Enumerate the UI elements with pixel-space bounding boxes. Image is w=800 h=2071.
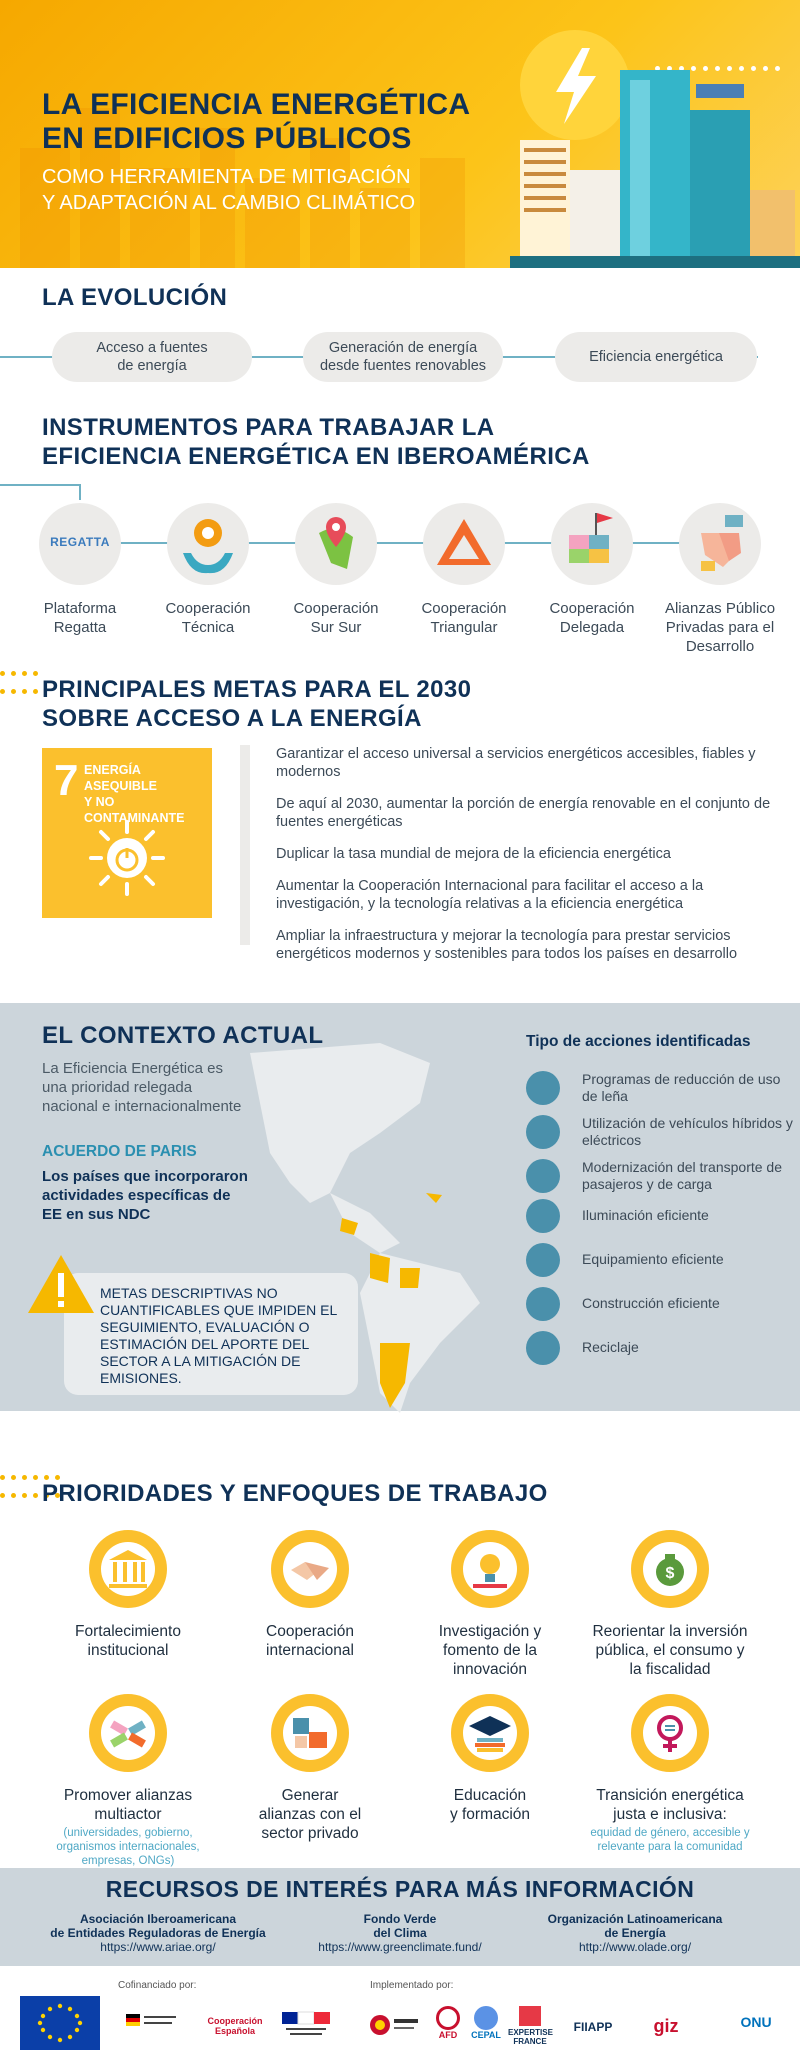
sun-power-icon [87, 818, 167, 898]
resource-link[interactable]: https://www.greenclimate.fund/ [318, 1940, 482, 1954]
cepal-logo: CEPAL [466, 2006, 506, 2040]
goal-item: Ampliar la infraestructura y mejorar la tecnología para prestar servicios energéticos modernos y sostenibles para todos los países en desarrollo [276, 928, 738, 962]
hero-banner [0, 0, 800, 268]
resources-title: RECURSOS DE INTERÉS PARA MÁS INFORMACIÓN [105, 1876, 695, 1902]
goal-item: Aumentar la Cooperación Internacional para facilitar el acceso a la investigación, y la tecnología relativas a la eficiencia energética [276, 878, 704, 912]
spanish-cooperation-logo: Cooperación Española [207, 2016, 263, 2036]
fiiapp-logo: FIIAPP [573, 2020, 613, 2034]
instrument-regatta: REGATTA Plataforma Regatta [20, 503, 140, 637]
priority-item: $ Reorientar la inversión pública, el consumo y la fiscalidad [580, 1530, 760, 1679]
action-item: Construcción eficiente [526, 1285, 796, 1325]
gear-hands-icon [167, 503, 249, 585]
actions-title: Tipo de acciones identificadas [526, 1033, 751, 1050]
instrument-triangular: Cooperación Triangular [404, 503, 524, 637]
lightbulb-icon [526, 1199, 560, 1233]
hands-alliance-icon [101, 1706, 155, 1760]
german-cooperation-logo [126, 2010, 178, 2040]
evolution-step-access: Acceso a fuentes de energía [52, 332, 252, 382]
lightbulb-icon [463, 1542, 517, 1596]
afd-logo: AFD [430, 2006, 466, 2040]
puzzle-icon [283, 1706, 337, 1760]
paris-agreement-text: Los países que incorporaron actividades específicas de EE en sus NDC [42, 1168, 248, 1223]
resource-olade: Organización Latinoamericana de Energía http://www.olade.org/ [505, 1912, 765, 1954]
regatta-logo: REGATTA [39, 503, 121, 585]
instrument-delegated: Cooperación Delegada [532, 503, 652, 637]
decorative-dots [0, 663, 44, 699]
priority-item: Transición energética justa e inclusiva: equidad de género, accesible y relevante para la comunidad [580, 1694, 760, 1854]
sdg-7-badge: 7 ENERGÍA ASEQUIBLE Y NO CONTAMINANTE [42, 748, 212, 918]
resource-green-climate-fund: Fondo Verde del Clima https://www.greenclimate.fund/ [270, 1912, 530, 1954]
building-icon [526, 1287, 560, 1321]
svg-text:$: $ [665, 1565, 675, 1582]
handshake-icon [679, 503, 761, 585]
context-intro: La Eficiencia Energética es una prioridad relegada nacional e internacionalmente [42, 1060, 242, 1115]
gender-equality-icon [643, 1706, 697, 1760]
evolution-title: LA EVOLUCIÓN [42, 284, 228, 311]
instrument-technical-cooperation: Cooperación Técnica [148, 503, 268, 637]
instruments-title: INSTRUMENTOS PARA TRABAJAR LA EFICIENCIA ENERGÉTICA EN IBEROAMÉRICA [42, 414, 590, 470]
institution-icon [101, 1542, 155, 1596]
goals-title: PRINCIPALES METAS PARA EL 2030 SOBRE ACCESO A LA ENERGÍA [42, 676, 472, 732]
un-environment-logo: ONU [740, 2014, 772, 2030]
giz-logo: giz [653, 2016, 679, 2036]
hero-subtitle: COMO HERRAMIENTA DE MITIGACIÓN Y ADAPTACIÓN AL CAMBIO CLIMÁTICO [42, 166, 416, 214]
goal-item: De aquí al 2030, aumentar la porción de energía renovable en el conjunto de fuentes energéticas [276, 796, 771, 830]
french-republic-logo [282, 2010, 332, 2040]
resource-link[interactable]: https://www.ariae.org/ [100, 1940, 216, 1954]
goal-item: Duplicar la tasa mundial de mejora de la eficiencia energética [276, 846, 671, 862]
instrument-south-south: Cooperación Sur Sur [276, 503, 396, 637]
instrument-public-private-alliances: Alianzas Público Privadas para el Desarrollo [660, 503, 780, 656]
resource-link[interactable]: http://www.olade.org/ [578, 1940, 692, 1954]
aecid-logo [368, 2010, 420, 2040]
paris-agreement-label: ACUERDO DE PARIS [42, 1143, 197, 1160]
triangle-icon [423, 503, 505, 585]
firewood-icon [526, 1071, 560, 1105]
resource-ariae: Asociación Iberoamericana de Entidades Reguladoras de Energía https://www.ariae.org/ [28, 1912, 288, 1954]
priority-item: Generar alianzas con el sector privado [220, 1694, 400, 1843]
money-bag-icon [643, 1542, 697, 1596]
tools-icon [526, 1243, 560, 1277]
cofinanced-label: Cofinanciado por: [118, 1980, 197, 1991]
warning-icon [26, 1253, 96, 1315]
priorities-title: PRIORIDADES Y ENFOQUES DE TRABAJO [42, 1480, 548, 1507]
action-item: Equipamiento eficiente [526, 1241, 796, 1281]
action-item: Modernización del transporte de pasajeros y de carga [526, 1157, 796, 1197]
resources-section [0, 1868, 800, 1966]
warning-box: METAS DESCRIPTIVAS NO CUANTIFICABLES QUE IMPIDEN EL SEGUIMIENTO, EVALUACIÓN O ESTIMACIÓN DEL APORTE DEL SECTOR A LA MITIGACIÓN DE EMISIONES. [64, 1273, 358, 1395]
footer [0, 1966, 800, 2071]
hero-title: LA EFICIENCIA ENERGÉTICA EN EDIFICIOS PÚBLICOS [42, 88, 471, 155]
handshake-icon [283, 1542, 337, 1596]
eu-flag-logo [20, 1996, 100, 2050]
bus-icon [526, 1159, 560, 1193]
action-item: Iluminación eficiente [526, 1197, 796, 1237]
priority-item: Promover alianzas multiactor (universidades, gobierno, organismos internacionales, empresas, ONGs) [38, 1694, 218, 1868]
evolution-step-efficiency: Eficiencia energética [555, 332, 757, 382]
buildings-illustration [510, 70, 800, 268]
implemented-label: Implementado por: [370, 1980, 454, 1991]
evolution-step-generation: Generación de energía desde fuentes renovables [303, 332, 503, 382]
electric-car-icon [526, 1115, 560, 1149]
expertise-france-logo: EXPERTISE FRANCE [508, 2006, 552, 2046]
action-item: Reciclaje [526, 1329, 796, 1369]
priority-item: Investigación y fomento de la innovación [400, 1530, 580, 1679]
map-pin-icon [295, 503, 377, 585]
action-item: Programas de reducción de uso de leña [526, 1069, 796, 1109]
flag-puzzle-icon [551, 503, 633, 585]
priority-item: Educación y formación [400, 1694, 580, 1824]
goals-bracket [240, 745, 260, 945]
graduation-cap-icon [463, 1706, 517, 1760]
priority-item: Fortalecimiento institucional [38, 1530, 218, 1660]
action-item: Utilización de vehículos híbridos y eléctricos [526, 1113, 796, 1153]
priority-item: Cooperación internacional [220, 1530, 400, 1660]
context-section [0, 1003, 800, 1411]
recycle-icon [526, 1331, 560, 1365]
context-title: EL CONTEXTO ACTUAL [42, 1022, 324, 1049]
goal-item: Garantizar el acceso universal a servicios energéticos accesibles, fiables y modernos [276, 746, 756, 780]
